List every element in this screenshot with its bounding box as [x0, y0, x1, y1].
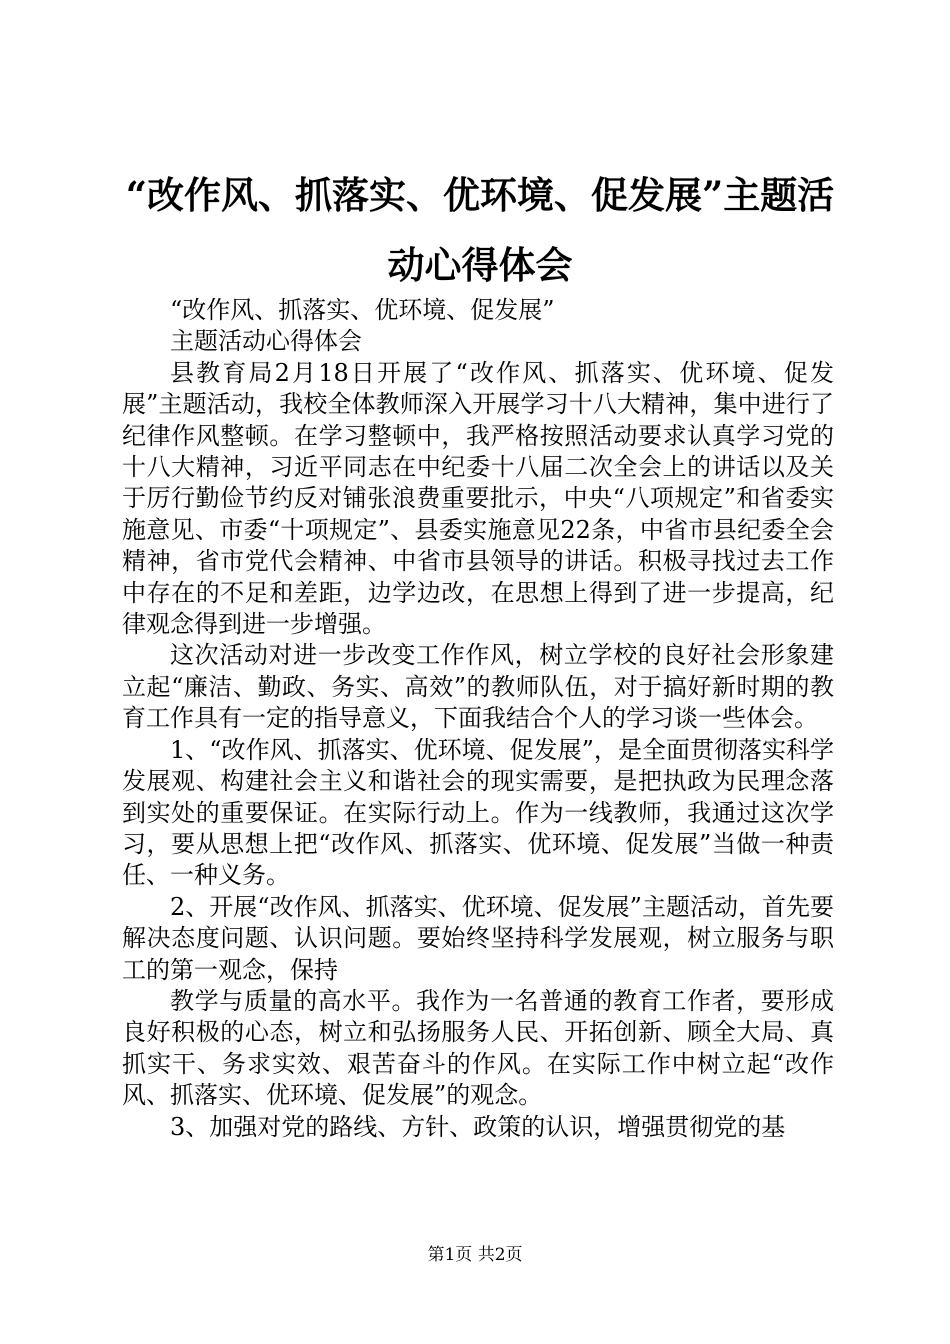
page-number-footer: 第1页 共2页 [427, 1245, 523, 1265]
paragraph: 县教育局2月18日开展了“改作风、抓落实、优环境、促发展”主题活动，我校全体教师深入开展学习十八大精神，集中进行了纪律作风整顿。在学习整顿中，我严格按照活动要求认真学习党的十八大精神，习近平同志在中纪委十八届二次全会上的讲话以及关于厉行勤俭节约反对铺张浪费重要批示，中央“八项规定”和省委实施意见、市委“十项规定”、县委实施意见22条，中省市县纪委全会精神，省市党代会精神、中省市县领导的讲话。积极寻找过去工作中存在的不足和差距，边学边改，在思想上得到了进一步提高，纪律观念得到进一步增强。 [122, 358, 834, 639]
paragraph: 3、加强对党的路线、方针、政策的认识，增强贯彻党的基 [170, 1112, 786, 1141]
paragraph: 这次活动对进一步改变工作作风，树立学校的良好社会形象建立起“廉洁、勤政、务实、高效”的教师队伍，对于搞好新时期的教育工作具有一定的指导意义，下面我结合个人的学习谈一些体会。 [122, 641, 834, 733]
paragraph: 1、“改作风、抓落实、优环境、促发展”，是全面贯彻落实科学发展观、构建社会主义和谐社会的现实需要，是把执政为民理念落到实处的重要保证。在实际行动上。作为一线教师，我通过这次学习，要从思想上把“改作风、抓落实、优环境、促发展”当做一种责任、一种义务。 [122, 735, 834, 890]
paragraph: 2、开展“改作风、抓落实、优环境、促发展”主题活动，首先要解决态度问题、认识问题。要始终坚持科学发展观，树立服务与职工的第一观念，保持 [122, 892, 834, 984]
document-body [122, 295, 834, 1143]
paragraph: 教学与质量的高水平。我作为一名普通的教育工作者，要形成良好积极的心态，树立和弘扬服务人民、开拓创新、顾全大局、真抓实干、务求实效、艰苦奋斗的作风。在实际工作中树立起“改作风、抓落实、优环境、促发展”的观念。 [122, 986, 834, 1110]
document-title: “改作风、抓落实、优环境、促发展”主题活动心得体会 [125, 173, 835, 287]
paragraph-subtitle-line-1: “改作风、抓落实、优环境、促发展” [170, 296, 555, 324]
paragraph-subtitle-line-2: 主题活动心得体会 [170, 327, 362, 356]
